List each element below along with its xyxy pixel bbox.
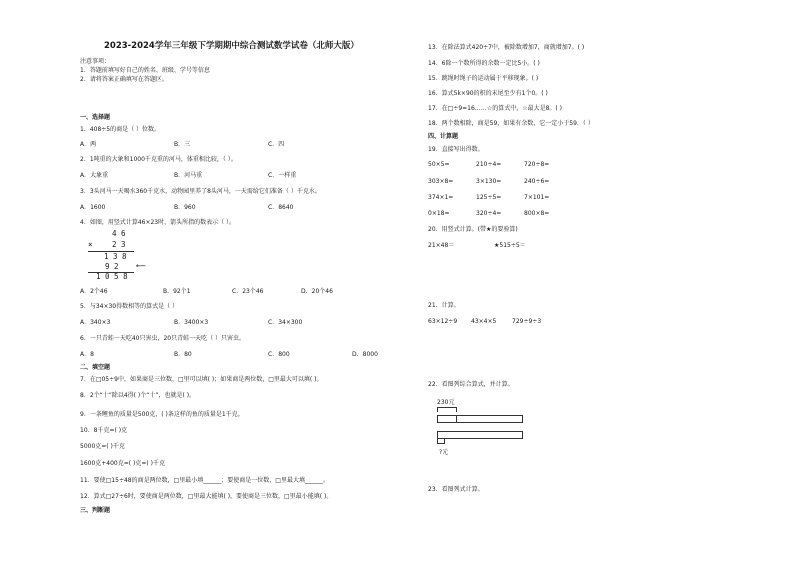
left-text-line: 注意事项： — [80, 58, 111, 65]
bottom-bar — [437, 431, 523, 439]
right-text-line: 210÷4= — [476, 161, 502, 168]
left-text-line: C．800 — [268, 351, 290, 358]
right-text-line: 43×4×5 — [471, 318, 497, 325]
right-text-line: 0×18= — [428, 210, 450, 217]
right-text-line: 3×130= — [476, 178, 502, 185]
left-text-line: 1600克+400克=( )克=( )千克 — [80, 460, 165, 467]
diagram-bottom-label: ?元 — [439, 449, 449, 456]
exam-title: 2023-2024学年三年级下学期期中综合测试数学试卷（北师大版） — [104, 41, 359, 51]
right-text-line: 320÷4= — [476, 210, 502, 217]
left-text-line: 9．一条鲤鱼的质量是500克，( )条这样的鱼的质量是1千克。 — [80, 411, 244, 418]
right-text-line: 21×48＝ — [428, 242, 455, 249]
right-text-line: 19．直接写出得数。 — [428, 146, 484, 153]
left-text-line: 7．在□05÷9中，如果商是三位数，□里可以填( )；如果商是两位数，□里最大可以填( )。 — [80, 376, 323, 383]
right-text-line: 63×12÷9 — [428, 318, 458, 325]
left-text-line: B．三 — [174, 141, 191, 148]
left-text-line: 2．请将答案正确填写在答题区。 — [80, 76, 168, 83]
diagram-top-label: 230元 — [437, 399, 455, 406]
left-text-line: 一、选择题 — [80, 114, 111, 121]
right-text-line: 720÷8= — [524, 161, 550, 168]
left-text-line: D．8000 — [352, 351, 378, 358]
left-text-line: 1．408÷5的商是（ ）位数。 — [80, 126, 161, 133]
left-text-line: A．大象重 — [80, 172, 109, 179]
left-text-line: 二、填空题 — [80, 364, 111, 371]
left-text-line: C．23个46 — [232, 288, 264, 295]
left-text-line: 11．要使□15÷48的商是两位数，□里最小填______；要使商是一位数，□里最大填______。 — [80, 477, 329, 484]
left-text-line: B．92个1 — [163, 288, 191, 295]
left-text-line: B．80 — [174, 351, 192, 358]
right-text-line: 50×5= — [428, 161, 450, 168]
calc-row-2: 2 3 — [112, 240, 126, 249]
left-text-line: B．河马重 — [174, 172, 203, 179]
left-text-line: D．20个46 — [301, 288, 333, 295]
right-text-line: 16．算式5k×90的积的末尾至少有1个0。( ) — [428, 90, 548, 97]
left-text-line: 10．8千克=( )克 — [80, 427, 128, 434]
left-text-line: C．四 — [268, 141, 285, 148]
left-text-line: B．960 — [174, 204, 196, 211]
left-text-line: 12．算式□27÷6时，要使商是两位数，□里最大能填( )，要使商是三位数，□里最小能填( )。 — [80, 493, 333, 500]
right-text-line: 20．用竖式计算。(带★的要验算) — [428, 226, 518, 233]
right-text-line: 23．看图列式计算。 — [428, 486, 484, 493]
bottom-brace — [437, 439, 445, 444]
right-text-line: 22．看图列综合算式，并计算。 — [428, 381, 514, 388]
left-text-line: A．340×3 — [80, 319, 111, 326]
right-text-line: 13．在除法算式420÷7中，被除数增加7，商就增加7。( ) — [428, 44, 585, 51]
right-text-line: 240÷6= — [524, 178, 550, 185]
right-text-line: 17．在□÷9=16……☆的算式中，☆最大是8。( ) — [428, 105, 562, 112]
right-text-line: 729÷9÷3 — [512, 318, 542, 325]
left-text-line: C．8640 — [268, 204, 294, 211]
left-text-line: 1．答题前填写好自己的姓名、班级、学号等信息 — [80, 67, 210, 74]
calc-row-5: 1 0 5 8 — [96, 272, 128, 281]
arrow-icon: ⟵ — [136, 262, 147, 270]
right-text-line: 15．跳绳时绳子的运动属于平移现象。( ) — [428, 75, 539, 82]
top-brace — [437, 407, 457, 412]
right-text-line: 800×8= — [524, 210, 550, 217]
top-bar-seg-1 — [437, 415, 457, 423]
left-text-line: C．34×300 — [268, 319, 303, 326]
left-text-line: C．一样重 — [268, 172, 297, 179]
calc-row-3: 1 3 8 — [104, 252, 127, 261]
right-text-line: 21．计算。 — [428, 302, 460, 309]
calc-times: × — [88, 240, 93, 249]
left-text-line: B．3400×3 — [174, 319, 209, 326]
left-text-line: 6．一只青蛙一天吃40只害虫，20只青蛙一天吃（ ）只害虫。 — [80, 335, 245, 342]
top-bar-seg-2 — [456, 415, 523, 423]
right-text-line: 14．6除一个数所得的余数一定比5小。( ) — [428, 60, 540, 67]
right-text-line: 125÷5= — [476, 194, 502, 201]
right-text-line: 374×1= — [428, 194, 454, 201]
right-text-line: 18．两个数相除，商是59，如果有余数，它一定小于59．（ ） — [428, 120, 594, 127]
left-text-line: 4．如图，用竖式计算46×23时，箭头所指的数表示（ ）。 — [80, 219, 236, 226]
left-text-line: A．1600 — [80, 204, 106, 211]
right-text-line: ★515÷5＝ — [494, 242, 526, 249]
left-text-line: A．8 — [80, 351, 94, 358]
left-text-line: 5．与34×30得数相等的算式是（ ） — [80, 303, 179, 310]
left-text-line: A．两 — [80, 141, 97, 148]
right-text-line: 7×101= — [524, 194, 550, 201]
right-text-line: 303×8= — [428, 178, 454, 185]
left-text-line: 三、判断题 — [80, 507, 111, 514]
left-text-line: A．2个46 — [80, 288, 108, 295]
left-text-line: 3．3头河马一天喝水360千克水，动物园里养了8头河马，一天需给它们准备（ ）千克水。 — [80, 188, 321, 195]
left-text-line: 8．2个“十”除以4得( )个“十”，也就是( )。 — [80, 392, 196, 399]
left-text-line: 2．1吨重的大象和1000千克重的河马，体重相比较，（ ）。 — [80, 156, 237, 163]
left-text-line: 5000克=( )千克 — [80, 443, 125, 450]
right-text-line: 四、计算题 — [428, 133, 459, 140]
calc-row-1: 4 6 — [112, 229, 126, 238]
calc-row-4: 9 2 — [96, 262, 119, 271]
